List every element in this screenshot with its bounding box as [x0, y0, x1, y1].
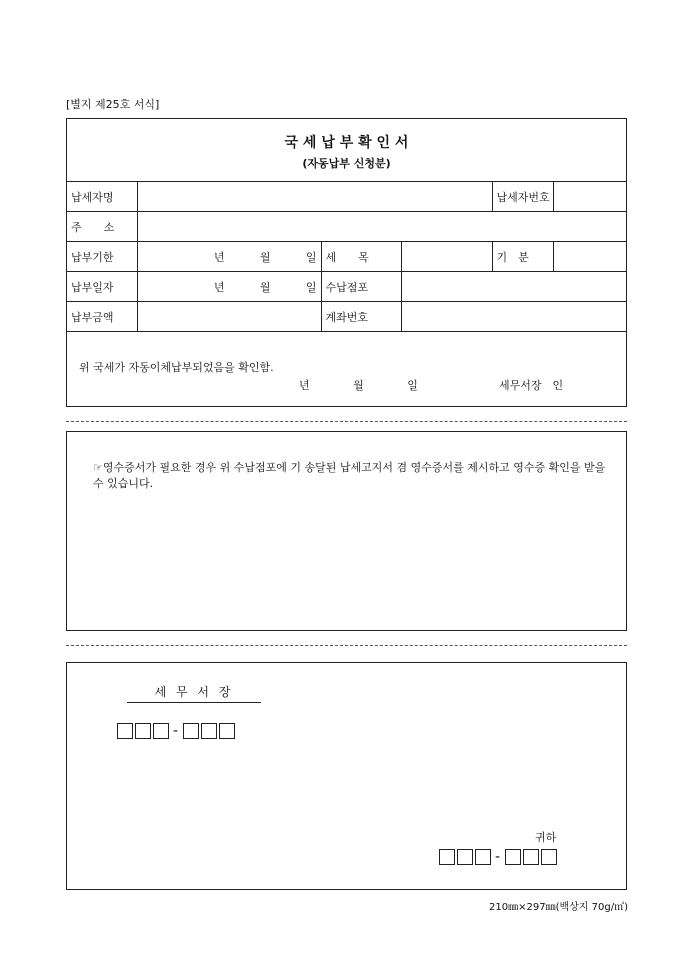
due-date-field[interactable] [137, 242, 321, 272]
account-number-label: 계좌번호 [321, 302, 401, 332]
bank-branch-field[interactable] [401, 272, 626, 302]
taxpayer-number-label: 납세자번호 [492, 182, 553, 212]
mailing-section [66, 662, 627, 890]
table-row [67, 212, 626, 242]
postal-digit-box [117, 723, 133, 739]
postal-hyphen: - [495, 849, 502, 865]
postal-digit-box [439, 849, 455, 865]
taxpayer-number-field[interactable] [553, 182, 626, 212]
tax-item-label: 세 목 [321, 242, 401, 272]
paper-spec: 210㎜×297㎜(백상지 70g/㎡) [489, 902, 628, 913]
amount-label: 납부금액 [67, 302, 137, 332]
postal-digit-box [523, 849, 539, 865]
year-unit: 년 [299, 379, 310, 392]
account-number-field[interactable] [401, 302, 626, 332]
amount-field[interactable] [137, 302, 321, 332]
payment-date-label: 납부일자 [67, 272, 137, 302]
year-unit: 년 [213, 280, 225, 294]
period-label: 기 분 [492, 242, 553, 272]
postal-hyphen: - [173, 723, 180, 739]
form-table [67, 181, 626, 332]
day-unit: 일 [305, 250, 317, 264]
month-unit: 월 [259, 250, 271, 264]
form-title: 국 세 납 부 확 인 서 [284, 135, 409, 151]
addressee-suffix: 귀하 [535, 831, 557, 844]
address-label: 주 소 [67, 212, 137, 242]
tax-office-title: 세 무 서 장 [127, 683, 261, 703]
taxpayer-name-label: 납세자명 [67, 182, 137, 212]
postal-digit-box [153, 723, 169, 739]
confirmation-date [299, 377, 458, 393]
day-unit: 일 [305, 280, 317, 294]
month-unit: 월 [353, 379, 364, 392]
form-number-label: [별지 제25호 서식] [66, 98, 160, 111]
postal-digit-box [475, 849, 491, 865]
year-unit: 년 [213, 250, 225, 264]
postal-digit-box [541, 849, 557, 865]
postal-digit-box [135, 723, 151, 739]
postal-digit-box [201, 723, 217, 739]
sender-postal-code[interactable] [117, 723, 237, 739]
postal-digit-box [219, 723, 235, 739]
tax-office-head-signature: 세무서장 인 [499, 379, 564, 392]
period-field[interactable] [553, 242, 626, 272]
confirmation-statement: 위 국세가 자동이체납부되었음을 확인함. [79, 361, 274, 374]
due-date-label: 납부기한 [67, 242, 137, 272]
payment-date-field[interactable] [137, 272, 321, 302]
table-row [67, 272, 626, 302]
table-row [67, 242, 626, 272]
month-unit: 월 [259, 280, 271, 294]
address-field[interactable] [137, 212, 626, 242]
recipient-postal-code[interactable] [439, 849, 559, 865]
receipt-notice: ☞영수증서가 필요한 경우 위 수납점포에 기 송달된 납세고지서 겸 영수증서를 제시하고 영수증 확인을 받을 수 있습니다. [93, 461, 606, 490]
notice-box [66, 431, 627, 631]
table-row [67, 182, 626, 212]
cut-line [66, 645, 627, 646]
postal-digit-box [505, 849, 521, 865]
postal-digit-box [457, 849, 473, 865]
confirmation-form [66, 118, 627, 407]
day-unit: 일 [407, 379, 418, 392]
table-row [67, 302, 626, 332]
form-subtitle: (자동납부 신청분) [302, 157, 391, 170]
bank-branch-label: 수납점포 [321, 272, 401, 302]
tax-item-field[interactable] [401, 242, 492, 272]
postal-digit-box [183, 723, 199, 739]
cut-line [66, 421, 627, 422]
taxpayer-name-field[interactable] [137, 182, 492, 212]
